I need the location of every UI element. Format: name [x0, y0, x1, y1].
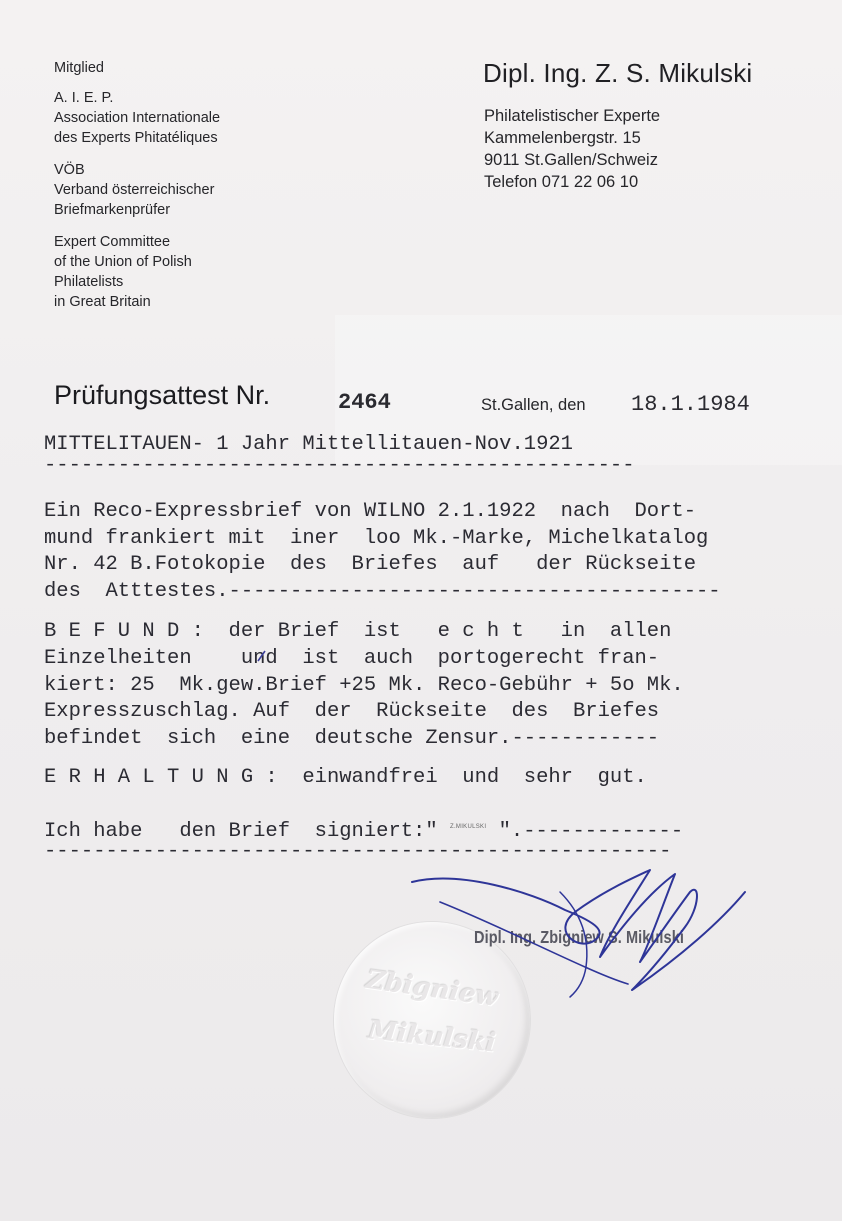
finding-line-2: Einzelheiten und ist auch portogerecht fran-: [44, 647, 660, 670]
heading-rule: ------------------------------------------------: [44, 454, 635, 477]
expert-city: 9011 St.Gallen/Schweiz: [484, 151, 658, 169]
signature-statement-prefix: Ich habe den Brief signiert:": [44, 819, 438, 843]
expert-line3: Philatelists: [54, 274, 124, 290]
aiep-abbr: A. I. E. P.: [54, 90, 114, 106]
voeb-block: [54, 160, 214, 220]
seal-line-2: Mikulski: [366, 1015, 498, 1059]
description-line-4: des Atttestes.----------------------------------------: [44, 580, 721, 603]
finding-line-1: B E F U N D : der Brief ist e c h t in allen: [44, 620, 672, 643]
voeb-line2: Briefmarkenprüfer: [54, 202, 171, 218]
certificate-date: 18.1.1984: [631, 392, 750, 417]
expert-address-block: [484, 105, 660, 193]
aiep-block: [54, 88, 220, 148]
certificate-number: 2464: [338, 390, 391, 415]
description-line-3: Nr. 42 B.Fotokopie des Briefes auf der Rückseite: [44, 553, 697, 576]
expert-name: Dipl. Ing. Z. S. Mikulski: [483, 58, 753, 88]
description-line-2: mund frankiert mit iner loo Mk.-Marke, Michelkatalog: [44, 527, 709, 550]
aiep-line1: Association Internationale: [54, 110, 221, 126]
finding-line-3: kiert: 25 Mk.gew.Brief +25 Mk. Reco-Gebühr + 5o Mk.: [44, 674, 684, 697]
certificate-title: Prüfungsattest Nr.: [54, 380, 271, 410]
pen-tick-mark: [255, 648, 269, 664]
seal-line-1: Zbigniew: [364, 964, 500, 1014]
mini-signature-stamp: Z.MIKULSKI: [449, 824, 487, 830]
place-label: St.Gallen, den: [481, 396, 586, 414]
voeb-abbr: VÖB: [54, 162, 85, 178]
aiep-line2: des Experts Phitatéliques: [54, 130, 218, 146]
finding-line-5: befindet sich eine deutsche Zensur.------------: [44, 727, 660, 750]
signer-name-stamp: Dipl. Ing. Zbigniew S. Mikulski: [474, 927, 684, 947]
subject-heading: MITTELITAUEN- 1 Jahr Mittellitauen-Nov.1921: [44, 433, 573, 456]
voeb-line1: Verband österreichischer: [54, 182, 215, 198]
handwritten-signature: [400, 862, 760, 1022]
expert-phone: Telefon 071 22 06 10: [484, 173, 639, 191]
expert-line4: in Great Britain: [54, 294, 151, 310]
condition-line: E R H A L T U N G : einwandfrei und sehr gut.: [44, 766, 647, 789]
membership-block: [54, 58, 104, 78]
membership-label: Mitglied: [54, 60, 104, 76]
finding-line-4: Expresszuschlag. Auf der Rückseite des Briefes: [44, 700, 660, 723]
expert-line2: of the Union of Polish: [54, 254, 192, 270]
expert-role: Philatelistischer Experte: [484, 107, 661, 125]
expert-street: Kammelenbergstr. 15: [484, 129, 641, 147]
signature-statement-suffix: ".-------------: [486, 819, 684, 843]
expert-line1: Expert Committee: [54, 234, 171, 250]
closing-rule: ---------------------------------------------------: [44, 840, 672, 863]
description-line-1: Ein Reco-Expressbrief von WILNO 2.1.1922 nach Dort-: [44, 500, 697, 523]
expert-committee-block: [54, 232, 192, 312]
